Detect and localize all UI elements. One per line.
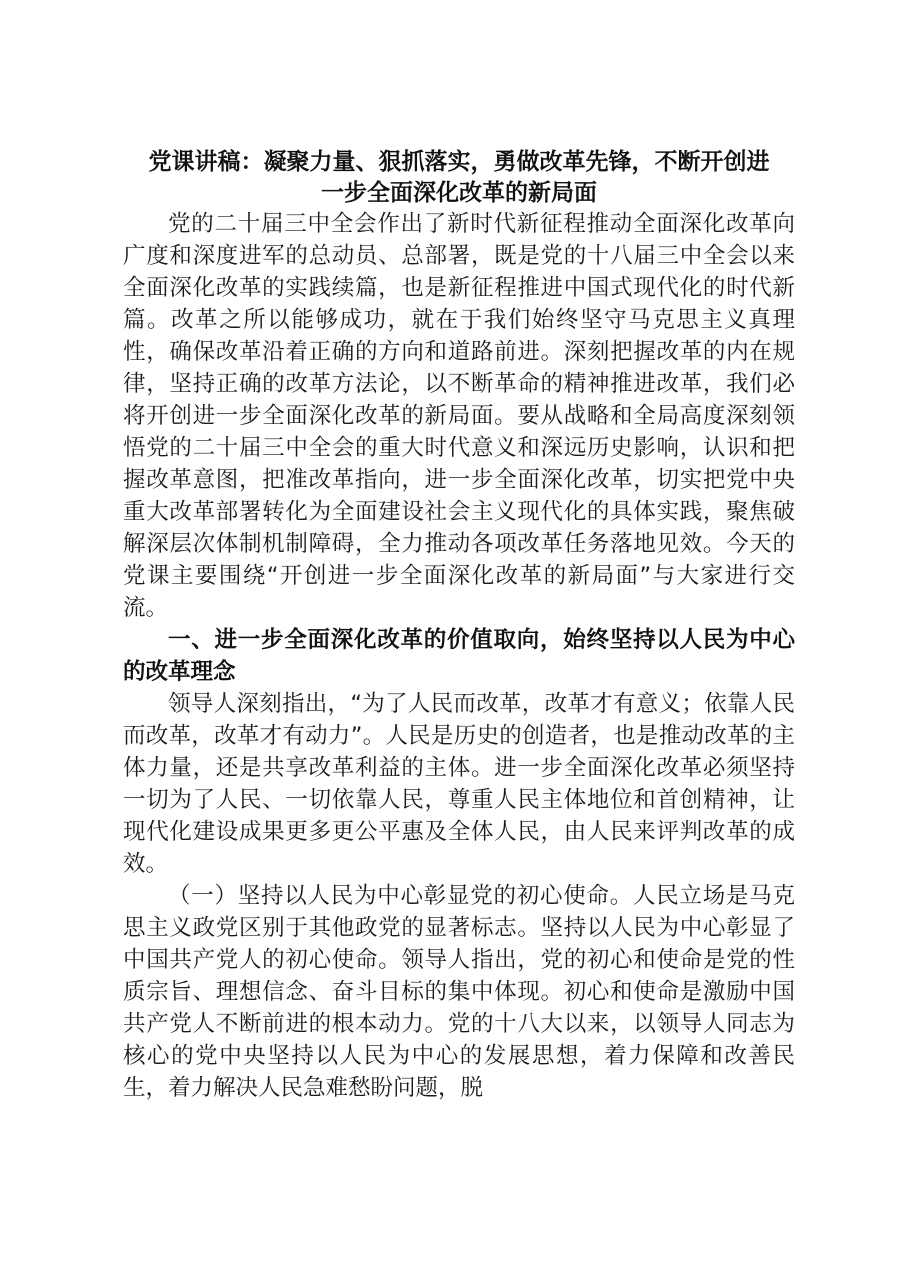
section-1-heading: 一、进一步全面深化改革的价值取向，始终坚持以人民为中心的改革理念 xyxy=(123,627,795,685)
document-title xyxy=(123,146,795,208)
document-title-line-2: 一步全面深化改革的新局面 xyxy=(321,179,597,206)
section-1-paragraph-1: 领导人深刻指出，“为了人民而改革，改革才有意义；依靠人民而改革，改革才有动力”。人民是历史的创造者，也是推动改革的主体力量，还是共享改革利益的主体。进一步全面深化改革必须坚持一切为了人民、一切依靠人民，尊重人民主体地位和首创精神，让现代化建设成果更多更公平惠及全体人民，由人民来评判改革的成效。 xyxy=(123,691,795,877)
document-body xyxy=(123,146,795,1104)
section-1-paragraph-2: （一）坚持以人民为中心彰显党的初心使命。人民立场是马克思主义政党区别于其他政党的显著标志。坚持以人民为中心彰显了中国共产党人的初心使命。领导人指出，党的初心和使命是党的性质宗旨、理想信念、奋斗目标的集中体现。初心和使命是激励中国共产党人不断前进的根本动力。党的十八大以来，以领导人同志为核心的党中央坚持以人民为中心的发展思想，着力保障和改善民生，着力解决人民急难愁盼问题，脱 xyxy=(123,883,795,1101)
intro-paragraph: 党的二十届三中全会作出了新时代新征程推动全面深化改革向广度和深度进军的总动员、总部署，既是党的十八届三中全会以来全面深化改革的实践续篇，也是新征程推进中国式现代化的时代新篇。改革之所以能够成功，就在于我们始终坚守马克思主义真理性，确保改革沿着正确的方向和道路前进。深刻把握改革的内在规律，坚持正确的改革方法论，以不断革命的精神推进改革，我们必将开创进一步全面深化改革的新局面。要从战略和全局高度深刻领悟党的二十届三中全会的重大时代意义和深远历史影响，认识和把握改革意图，把准改革指向，进一步全面深化改革，切实把党中央重大改革部署转化为全面建设社会主义现代化的具体实践，聚焦破解深层次体制机制障碍，全力推动各项改革任务落地见效。今天的党课主要围绕“开创进一步全面深化改革的新局面”与大家进行交流。 xyxy=(123,211,795,621)
document-title-line-1: 党课讲稿：凝聚力量、狠抓落实，勇做改革先锋，不断开创进 xyxy=(148,148,770,175)
